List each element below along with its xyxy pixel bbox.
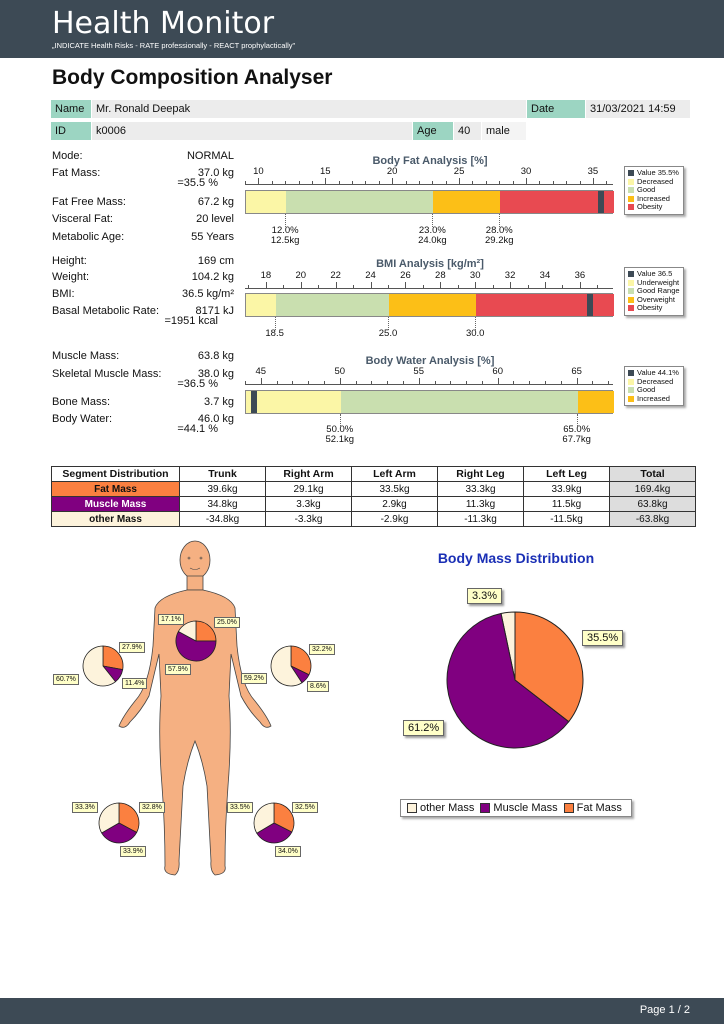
scale-minor-tick [561, 381, 562, 385]
scale-minor-tick [318, 285, 319, 289]
scale-minor-tick [606, 181, 607, 185]
tick-label: 45 [255, 366, 267, 377]
gauge-bar [245, 293, 613, 317]
segment-pie-label: 59.2% [241, 673, 267, 684]
gauge-band [389, 294, 476, 316]
date-label: Date [527, 100, 585, 118]
tick-label: 25 [453, 166, 465, 177]
gauge-band [246, 391, 341, 413]
scale-minor-tick [419, 181, 420, 185]
scale-axis [245, 384, 613, 385]
gauge-band [246, 294, 276, 316]
threshold-label: 50.0% [326, 424, 354, 435]
id-label: ID [51, 122, 91, 140]
scale-major-tick [475, 282, 476, 289]
table-cell: -3.3kg [266, 512, 352, 527]
legend-text: Value 35.5% [637, 168, 679, 177]
segment-pie-right-leg [97, 801, 141, 845]
scale-minor-tick [285, 181, 286, 185]
threshold-mass-label: 29.2kg [484, 235, 514, 246]
param-value-secondary: =1951 kcal [164, 315, 218, 327]
scale-minor-tick [312, 181, 313, 185]
param-label: Metabolic Age: [52, 231, 125, 243]
segment-pie-label: 32.2% [309, 644, 335, 655]
scale-minor-tick [356, 381, 357, 385]
scale-minor-tick [324, 381, 325, 385]
table-header-cell: Segment Distribution [52, 467, 180, 482]
param-label: Bone Mass: [52, 396, 111, 408]
param-value: 55 Years [191, 231, 234, 243]
patient-age: 40 [454, 122, 481, 140]
scale-minor-tick [458, 285, 459, 289]
param-value-secondary: =44.1 % [177, 423, 218, 435]
segment-pie-label: 17.1% [158, 614, 184, 625]
scale-minor-tick [387, 381, 388, 385]
threshold-label: 65.0% [563, 424, 591, 435]
param-label: Fat Free Mass: [52, 196, 126, 208]
gauge-legend [624, 366, 684, 406]
param-label: Weight: [52, 271, 90, 283]
legend-text: Value 36.5 [637, 269, 673, 278]
scale-minor-tick [292, 381, 293, 385]
gauge-title: BMI Analysis [kg/m²] [376, 258, 484, 270]
table-cell: 11.3kg [438, 497, 524, 512]
threshold-label: 30.0 [465, 328, 485, 339]
scale-minor-tick [352, 181, 353, 185]
legend-swatch [480, 803, 490, 813]
scale-minor-tick [566, 181, 567, 185]
patient-name: Mr. Ronald Deepak [92, 100, 526, 118]
scale-major-tick [261, 378, 262, 385]
legend-swatch [628, 187, 634, 193]
threshold-mass-label: 52.1kg [325, 434, 355, 445]
gauge-band [276, 294, 389, 316]
segment-pie-label: 60.7% [53, 674, 79, 685]
pie-value-label: 3.3% [467, 588, 502, 604]
param-label: Mode: [52, 150, 83, 162]
scale-minor-tick [245, 381, 246, 385]
legend-text: Increased [637, 393, 670, 403]
scale-minor-tick [499, 181, 500, 185]
tick-label: 26 [400, 270, 411, 281]
gauge-band [341, 391, 578, 413]
tick-label: 30 [520, 166, 532, 177]
scale-minor-tick [513, 181, 514, 185]
table-row [52, 482, 696, 497]
legend-text: Value 44.1% [637, 368, 679, 377]
table-cell: 29.1kg [266, 482, 352, 497]
threshold-label: 23.0% [418, 225, 446, 236]
legend-text: Good [637, 185, 656, 194]
legend-text: other Mass [420, 802, 475, 814]
scale-major-tick [405, 282, 406, 289]
legend-text: Obesity [637, 202, 663, 211]
legend-swatch [628, 288, 634, 294]
param-value: NORMAL [186, 150, 234, 162]
legend-text: Muscle Mass [493, 802, 558, 814]
threshold-label: 25.0 [378, 328, 398, 339]
table-header-cell: Trunk [180, 467, 266, 482]
segment-pie-label: 25.0% [214, 617, 240, 628]
value-marker [598, 191, 604, 213]
param-value: 63.8 kg [197, 350, 234, 362]
legend-swatch [628, 196, 634, 202]
scale-major-tick [258, 178, 259, 185]
tick-label: 65 [571, 366, 582, 377]
tick-label: 30 [469, 270, 481, 281]
tick-label: 35 [587, 166, 599, 177]
tick-label: 10 [253, 166, 264, 177]
segment-pie-label: 57.9% [165, 664, 191, 675]
row-name: other Mass [52, 512, 180, 527]
table-row [52, 497, 696, 512]
segment-pie-label: 32.8% [139, 802, 165, 813]
scale-minor-tick [545, 381, 546, 385]
scale-minor-tick [435, 381, 436, 385]
footer-bar [0, 998, 724, 1024]
scale-minor-tick [553, 181, 554, 185]
param-value: 38.0 kg [197, 368, 234, 380]
legend-swatch [628, 280, 634, 286]
table-header-cell: Right Arm [266, 467, 352, 482]
table-header-row [52, 467, 696, 482]
scale-major-tick [392, 178, 393, 185]
fat-slice [196, 621, 216, 641]
param-label: Height: [52, 255, 87, 267]
page-number: Page 1 / 2 [639, 1004, 690, 1016]
legend-text: Good [637, 385, 656, 394]
scale-major-tick [459, 178, 460, 185]
table-cell: -63.8kg [610, 512, 696, 527]
scale-minor-tick [272, 181, 273, 185]
legend-swatch [628, 370, 634, 376]
legend-text: Decreased [637, 376, 674, 386]
table-header-cell: Left Arm [352, 467, 438, 482]
scale-minor-tick [245, 181, 246, 185]
scale-minor-tick [299, 181, 300, 185]
segment-pie-label: 34.0% [275, 846, 301, 857]
gauge-bar [245, 390, 613, 414]
tick-label: 20 [386, 166, 398, 177]
threshold-label: 28.0% [485, 225, 513, 236]
legend-swatch [628, 387, 634, 393]
scale-minor-tick [277, 381, 278, 385]
gauge-band [578, 391, 614, 413]
gauge-band [433, 191, 500, 213]
threshold-mass-label: 67.7kg [562, 434, 591, 445]
brand-tagline: „INDICATE Health Risks - RATE professionally - REACT prophylactically" [52, 41, 296, 50]
param-value: 37.0 kg [197, 167, 234, 179]
tick-label: 24 [365, 270, 376, 281]
scale-minor-tick [423, 285, 424, 289]
tick-label: 36 [574, 270, 586, 281]
table-row [52, 512, 696, 527]
table-cell: 33.3kg [438, 482, 524, 497]
table-cell: 33.5kg [352, 482, 438, 497]
param-value: 46.0 kg [197, 413, 234, 425]
table-header-cell: Left Leg [524, 467, 610, 482]
scale-minor-tick [450, 381, 451, 385]
segment-pie-label: 33.9% [120, 846, 146, 857]
scale-major-tick [336, 282, 337, 289]
scale-minor-tick [472, 181, 473, 185]
scale-major-tick [371, 282, 372, 289]
legend-text: Fat Mass [576, 802, 622, 814]
tick-label: 34 [539, 270, 551, 281]
scale-minor-tick [562, 285, 563, 289]
scale-minor-tick [365, 181, 366, 185]
threshold-mass-label: 12.5kg [270, 235, 300, 246]
value-marker [587, 294, 593, 316]
legend-text: Obesity [637, 303, 663, 312]
scale-major-tick [440, 282, 441, 289]
table-header-cell: Total [610, 467, 696, 482]
tick-label: 60 [492, 366, 503, 377]
threshold-label: 12.0% [271, 225, 299, 236]
chart-title: Body Mass Distribution [437, 550, 595, 566]
tick-label: 18 [260, 270, 272, 281]
scale-minor-tick [529, 381, 530, 385]
segment-pie-label: 27.9% [119, 642, 145, 653]
chart-legend [400, 799, 632, 817]
scale-minor-tick [597, 285, 598, 289]
scale-major-tick [301, 282, 302, 289]
table-cell: 34.8kg [180, 497, 266, 512]
scale-minor-tick [379, 181, 380, 185]
legend-swatch [628, 179, 634, 185]
table-cell: -34.8kg [180, 512, 266, 527]
param-value: 8171 kJ [195, 305, 234, 317]
gauge-legend [624, 166, 684, 215]
legend-swatch [564, 803, 574, 813]
param-label: Skeletal Muscle Mass: [52, 368, 162, 380]
tick-label: 15 [319, 166, 331, 177]
param-value: 36.5 kg/m² [182, 288, 234, 300]
legend-item [628, 395, 680, 404]
param-label: Muscle Mass: [52, 350, 120, 362]
scale-major-tick [545, 282, 546, 289]
legend-swatch [628, 379, 634, 385]
scale-major-tick [593, 178, 594, 185]
gauge-band [476, 294, 614, 316]
scale-minor-tick [353, 285, 354, 289]
scale-minor-tick [339, 181, 340, 185]
tick-label: 55 [413, 366, 425, 377]
gauge-band [286, 191, 433, 213]
scale-minor-tick [493, 285, 494, 289]
param-value: 67.2 kg [197, 196, 234, 208]
scale-major-tick [419, 378, 420, 385]
table-cell: -11.3kg [438, 512, 524, 527]
table-cell: 63.8kg [610, 497, 696, 512]
segment-pie-label: 33.5% [227, 802, 253, 813]
segment-pie-label: 8.6% [307, 681, 329, 692]
table-cell: 2.9kg [352, 497, 438, 512]
gauge-legend [624, 267, 684, 316]
legend-swatch [407, 803, 417, 813]
table-cell: 3.3kg [266, 497, 352, 512]
segment-pie-label: 33.3% [72, 802, 98, 813]
legend-swatch [628, 170, 634, 176]
scale-minor-tick [283, 285, 284, 289]
param-value-secondary: =36.5 % [177, 378, 218, 390]
scale-major-tick [577, 378, 578, 385]
gauge-title: Body Fat Analysis [%] [372, 155, 488, 167]
param-label: Body Water: [52, 413, 113, 425]
tick-label: 28 [435, 270, 446, 281]
scale-minor-tick [580, 181, 581, 185]
scale-minor-tick [528, 285, 529, 289]
legend-swatch [628, 396, 634, 402]
brand-title: Health Monitor [52, 6, 275, 41]
scale-minor-tick [308, 381, 309, 385]
scale-minor-tick [539, 181, 540, 185]
scale-major-tick [510, 282, 511, 289]
scale-minor-tick [406, 181, 407, 185]
segment-pie-left-leg [252, 801, 296, 845]
age-label: Age [413, 122, 453, 140]
row-name: Muscle Mass [52, 497, 180, 512]
scale-minor-tick [371, 381, 372, 385]
table-cell: 169.4kg [610, 482, 696, 497]
legend-item [628, 304, 680, 313]
scale-minor-tick [592, 381, 593, 385]
patient-id: k0006 [92, 122, 412, 140]
gauge-title: Body Water Analysis [%] [365, 355, 495, 367]
table-cell: 33.9kg [524, 482, 610, 497]
scale-major-tick [580, 282, 581, 289]
report-date: 31/03/2021 14:59 [586, 100, 690, 118]
row-name: Fat Mass [52, 482, 180, 497]
table-cell: -2.9kg [352, 512, 438, 527]
tick-label: 22 [330, 270, 341, 281]
segment-distribution-table [51, 466, 696, 527]
legend-text: Good Range [637, 286, 680, 295]
scale-major-tick [325, 178, 326, 185]
legend-swatch [628, 204, 634, 210]
scale-minor-tick [403, 381, 404, 385]
legend-text: Decreased [637, 176, 674, 186]
param-label: Visceral Fat: [52, 213, 113, 225]
value-marker [251, 391, 257, 413]
scale-minor-tick [248, 285, 249, 289]
threshold-mass-label: 24.0kg [418, 235, 447, 246]
scale-axis [245, 184, 613, 185]
scale-minor-tick [482, 381, 483, 385]
scale-minor-tick [513, 381, 514, 385]
scale-minor-tick [446, 181, 447, 185]
tick-label: 20 [295, 270, 307, 281]
patient-sex: male [482, 122, 526, 140]
segment-pie-trunk [174, 619, 218, 663]
scale-minor-tick [466, 381, 467, 385]
tick-label: 32 [504, 270, 516, 281]
table-cell: 39.6kg [180, 482, 266, 497]
legend-text: Overweight [637, 294, 675, 304]
legend-text: Increased [637, 193, 670, 203]
segment-pie-label: 11.4% [122, 678, 147, 689]
gauge-bar [245, 190, 613, 214]
segment-pie-label: 32.5% [292, 802, 318, 813]
scale-major-tick [526, 178, 527, 185]
tick-label: 50 [334, 366, 346, 377]
legend-swatch [628, 271, 634, 277]
legend-item [628, 203, 680, 212]
gauge-band [246, 191, 286, 213]
scale-minor-tick [432, 181, 433, 185]
threshold-label: 18.5 [265, 328, 284, 339]
pie-value-label: 35.5% [582, 630, 623, 646]
legend-swatch [628, 297, 634, 303]
body-mass-pie [440, 605, 590, 755]
param-value: 20 level [196, 213, 234, 225]
legend-text: Underweight [637, 277, 680, 287]
param-label: Fat Mass: [52, 167, 101, 179]
param-value: 3.7 kg [204, 396, 234, 408]
scale-major-tick [498, 378, 499, 385]
table-cell: -11.5kg [524, 512, 610, 527]
table-cell: 11.5kg [524, 497, 610, 512]
name-label: Name [51, 100, 91, 118]
table-header-cell: Right Leg [438, 467, 524, 482]
scale-major-tick [266, 282, 267, 289]
legend-swatch [628, 305, 634, 311]
scale-minor-tick [486, 181, 487, 185]
scale-major-tick [340, 378, 341, 385]
param-label: BMI: [52, 288, 75, 300]
param-value: 169 cm [197, 255, 234, 267]
scale-minor-tick [608, 381, 609, 385]
param-value-secondary: =35.5 % [177, 177, 218, 189]
param-value: 104.2 kg [191, 271, 234, 283]
page-title: Body Composition Analyser [52, 66, 333, 89]
scale-minor-tick [388, 285, 389, 289]
param-label: Basal Metabolic Rate: [52, 305, 159, 317]
pie-value-label: 61.2% [403, 720, 444, 736]
